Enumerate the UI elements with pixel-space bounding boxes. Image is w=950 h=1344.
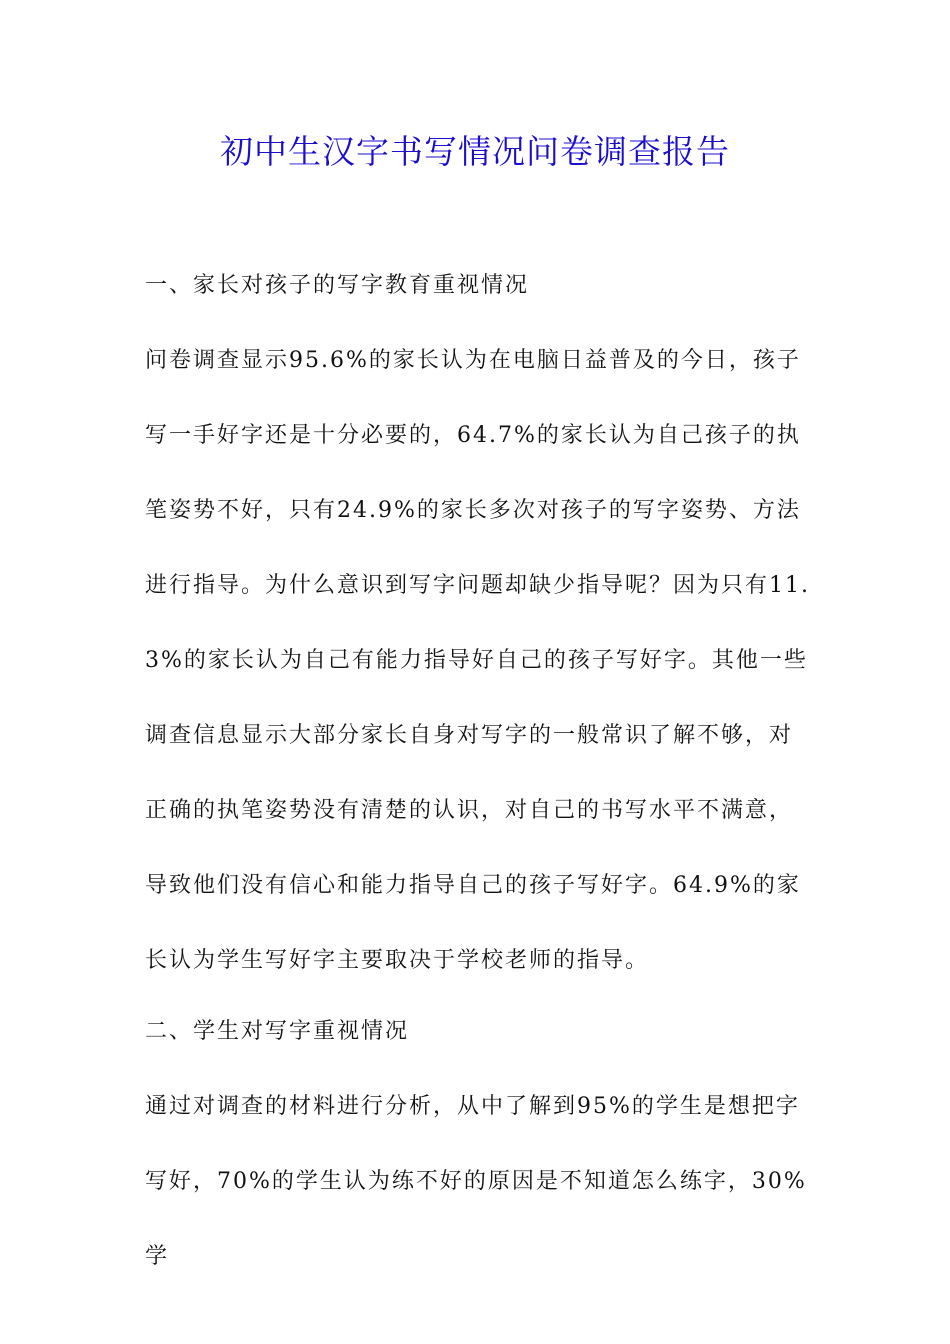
section-2-heading: 二、学生对写字重视情况 [145,1019,410,1044]
section-1-heading: 一、家长对孩子的写字教育重视情况 [145,273,530,298]
section-2-paragraph: 通过对调查的材料进行分析，从中了解到95%的学生是想把字写好，70%的学生认为练不好的原因是不知道怎么练字，30%学 [145,1094,807,1269]
section-1-paragraph: 问卷调查显示95.6%的家长认为在电脑日益普及的今日，孩子写一手好字还是十分必要的，64.7%的家长认为自己孩子的执笔姿势不好，只有24.9%的家长多次对孩子的写字姿势、方法进行指导。为什么意识到写字问题却缺少指导呢？因为只有11.3%的家长认为自己有能力指导好自己的孩子写好字。其他一些调查信息显示大部分家长自身对写字的一般常识了解不够，对正确的执笔姿势没有清楚的认识，对自己的书写水平不满意，导致他们没有信心和能力指导自己的孩子写好字。64.9%的家长认为学生写好字主要取决于学校老师的指导。 [145,348,810,973]
document-title: 初中生汉字书写情况问卷调查报告 [220,132,730,171]
